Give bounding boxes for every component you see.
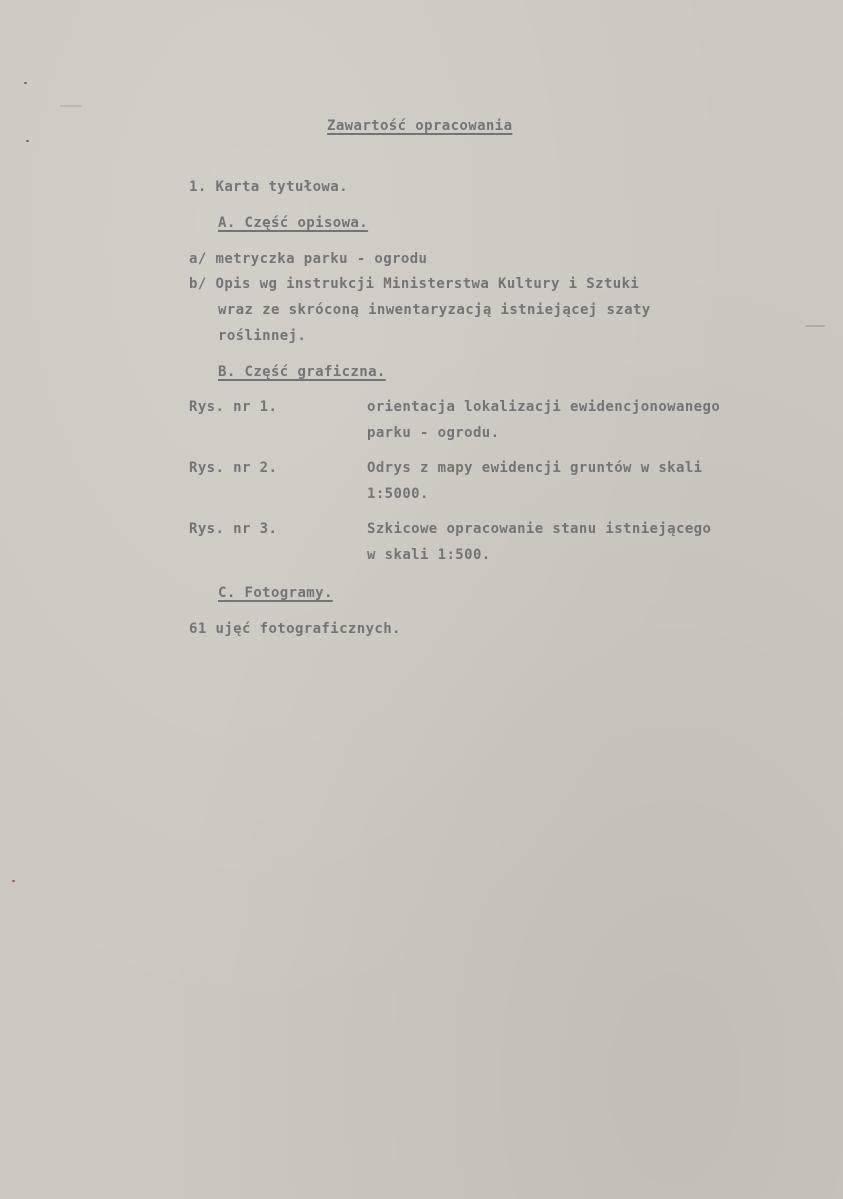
- drawing-description: parku - ogrodu.: [367, 425, 500, 441]
- section-a-item-continuation: wraz ze skróconą inwentaryzacją istniejącej szaty: [218, 302, 651, 318]
- paper-speck: [26, 140, 29, 142]
- paper-speck: [805, 325, 825, 327]
- section-a-item: b/ Opis wg instrukcji Ministerstwa Kultury i Sztuki: [189, 276, 640, 292]
- drawing-description: orientacja lokalizacji ewidencjonowanego: [367, 399, 721, 415]
- section-a-item-continuation: roślinnej.: [218, 328, 307, 344]
- paper-speck: [24, 82, 27, 84]
- drawing-label: Rys. nr 1.: [189, 399, 278, 415]
- drawing-description: Szkicowe opracowanie stanu istniejącego: [367, 521, 712, 537]
- drawing-label: Rys. nr 2.: [189, 460, 278, 476]
- item-title-page: 1. Karta tytułowa.: [189, 179, 348, 195]
- paper-speck: [60, 105, 82, 107]
- drawing-label: Rys. nr 3.: [189, 521, 278, 537]
- page-title: Zawartość opracowania: [327, 118, 513, 134]
- drawing-description: Odrys z mapy ewidencji gruntów w skali: [367, 460, 703, 476]
- drawing-description: w skali 1:500.: [367, 547, 491, 563]
- section-c-item: 61 ujęć fotograficznych.: [189, 621, 401, 637]
- section-b-heading: B. Część graficzna.: [218, 364, 386, 380]
- section-a-item: a/ metryczka parku - ogrodu: [189, 251, 428, 267]
- section-c-heading: C. Fotogramy.: [218, 585, 333, 601]
- section-a-heading: A. Część opisowa.: [218, 215, 369, 231]
- paper-speck: [12, 880, 15, 882]
- drawing-description: 1:5000.: [367, 486, 429, 502]
